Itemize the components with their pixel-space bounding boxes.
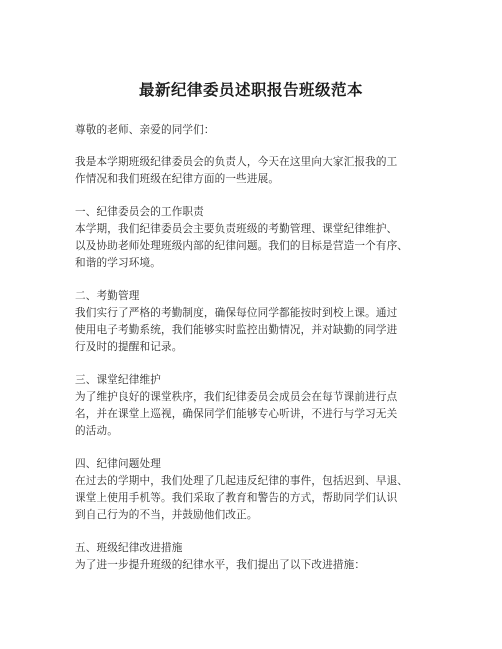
section-duties-line-3: 和谐的学习环境。 [75,257,161,269]
section-heading-classroom: 三、课堂纪律维护 [75,374,161,386]
section-issues-line-3: 到自己行为的不当，并鼓励他们改正。 [75,509,258,521]
intro-line-2: 作情况和我们班级在纪律方面的一些进展。 [75,173,280,185]
section-issues-line-1: 在过去的学期中，我们处理了几起违反纪律的事件，包括迟到、早退、 [75,475,409,487]
section-attendance-line-3: 行及时的提醒和记录。 [75,341,183,353]
section-duties-line-2: 以及协助老师处理班级内部的纪律问题。我们的目标是营造一个有序、 [75,240,409,252]
section-heading-issues: 四、纪律问题处理 [75,458,161,470]
section-heading-duties: 一、纪律委员会的工作职责 [75,206,204,218]
section-heading-attendance: 二、考勤管理 [75,290,140,302]
section-heading-improvements: 五、班级纪律改进措施 [75,542,183,554]
section-improvements-line-1: 为了进一步提升班级的纪律水平，我们提出了以下改进措施： [75,559,366,571]
section-attendance-line-1: 我们实行了严格的考勤制度，确保每位同学都能按时到校上课。通过 [75,307,398,319]
section-classroom-line-1: 为了维护良好的课堂秩序，我们纪律委员会成员会在每节课前进行点 [75,391,398,403]
section-classroom-line-3: 的活动。 [75,425,118,437]
greeting-line: 尊敬的老师、亲爱的同学们： [75,124,215,136]
section-classroom-line-2: 名，并在课堂上巡视，确保同学们能够专心听讲，不进行与学习无关 [75,408,398,420]
intro-line-1: 我是本学期班级纪律委员会的负责人，今天在这里向大家汇报我的工 [75,156,398,168]
section-attendance-line-2: 使用电子考勤系统，我们能够实时监控出勤情况，并对缺勤的同学进 [75,324,398,336]
section-duties-line-1: 本学期，我们纪律委员会主要负责班级的考勤管理、课堂纪律维护、 [75,223,398,235]
section-issues-line-2: 课堂上使用手机等。我们采取了教育和警告的方式，帮助同学们认识 [75,492,398,504]
document-title: 最新纪律委员述职报告班级范本 [138,81,363,99]
